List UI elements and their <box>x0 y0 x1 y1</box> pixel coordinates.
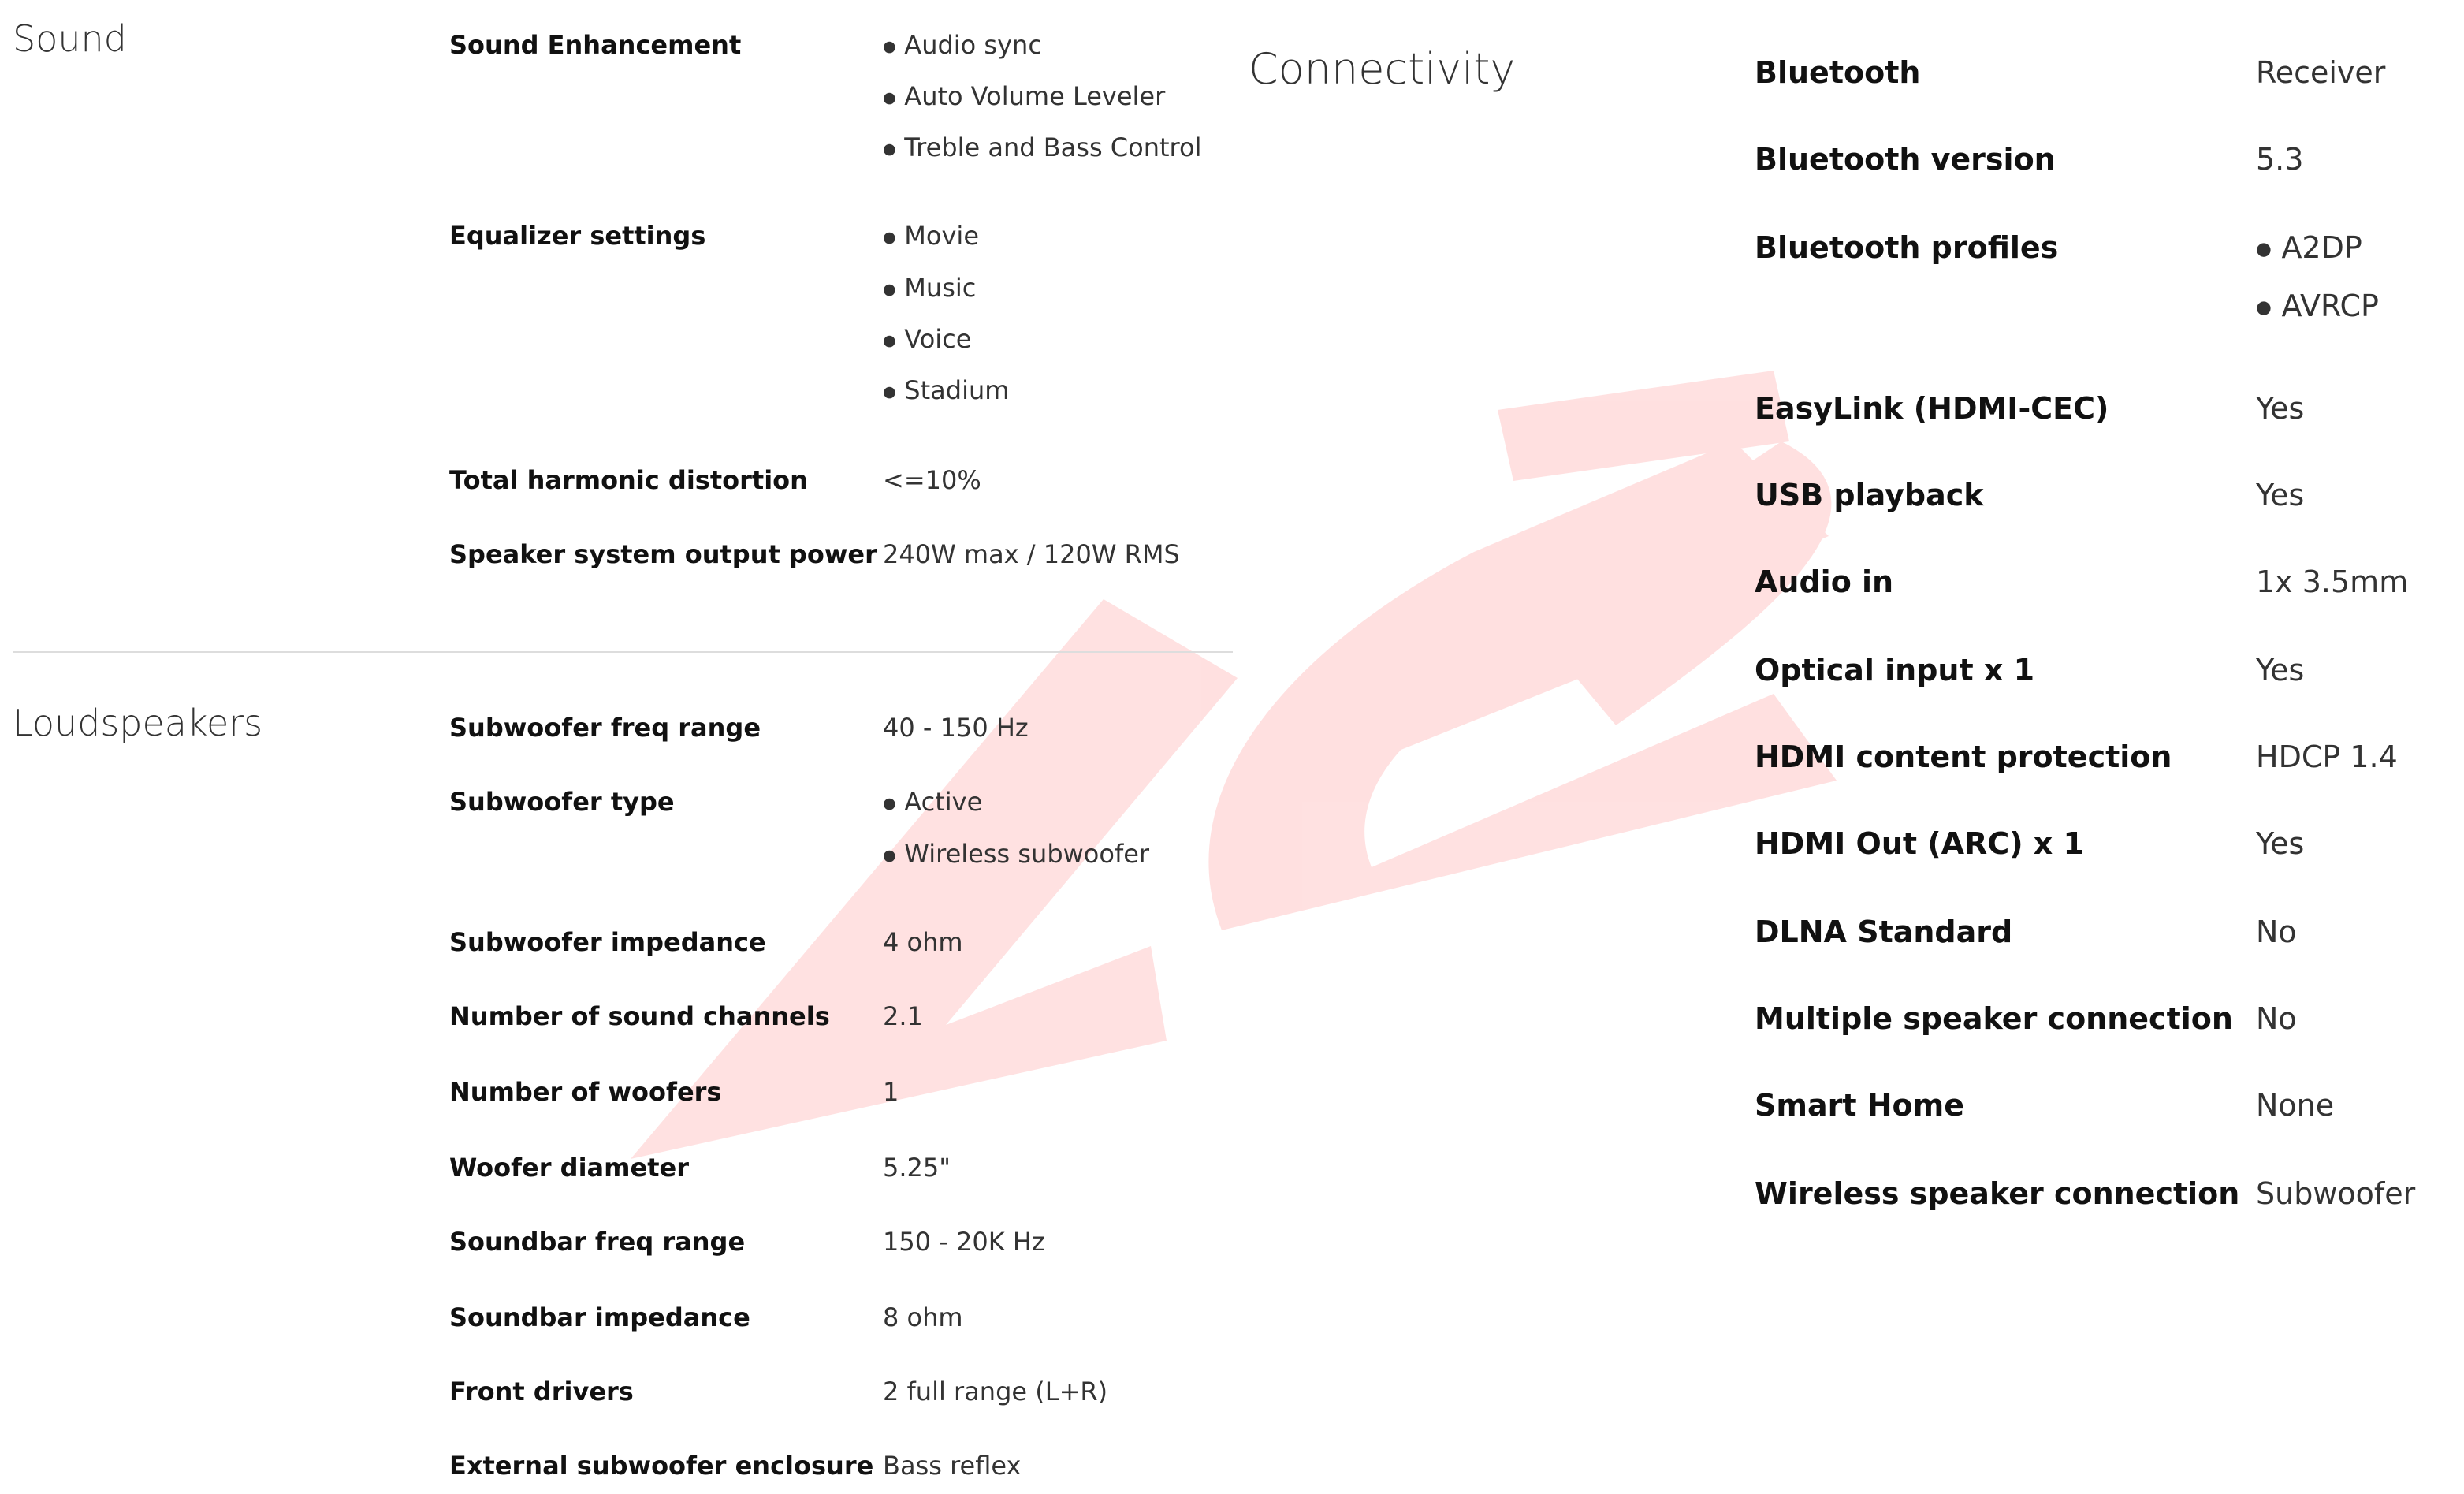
section-title-sound: Sound <box>13 17 127 60</box>
section-title-connectivity: Connectivity <box>1249 44 1516 94</box>
spec-value-optical-input: Yes <box>2256 653 2305 687</box>
spec-value-subwoofer-impedance: 4 ohm <box>883 927 963 957</box>
spec-value-item: ● Treble and Bass Control <box>883 132 1201 162</box>
spec-label-woofer-diameter: Woofer diameter <box>449 1153 689 1183</box>
spec-value-soundbar-freq: 150 - 20K Hz <box>883 1227 1045 1257</box>
spec-value-item: ● Voice <box>883 324 971 354</box>
spec-value-audio-in: 1x 3.5mm <box>2256 564 2409 599</box>
spec-label-optical-input: Optical input x 1 <box>1755 653 2035 687</box>
spec-label-hdmi-protection: HDMI content protection <box>1755 740 2172 774</box>
section-title-loudspeakers: Loudspeakers <box>13 702 263 744</box>
spec-value-subwoofer-freq: 40 - 150 Hz <box>883 713 1029 743</box>
spec-value-dlna: No <box>2256 915 2297 949</box>
spec-value-subwoofer-enclosure: Bass reflex <box>883 1451 1022 1481</box>
spec-label-subwoofer-freq: Subwoofer freq range <box>449 713 761 743</box>
spec-label-smart-home: Smart Home <box>1755 1088 1965 1123</box>
spec-value-multi-speaker: No <box>2256 1001 2297 1036</box>
spec-label-output-power: Speaker system output power <box>449 539 877 569</box>
spec-value-soundbar-impedance: 8 ohm <box>883 1302 963 1332</box>
spec-label-easylink: EasyLink (HDMI-CEC) <box>1755 391 2109 426</box>
spec-label-multi-speaker: Multiple speaker connection <box>1755 1001 2233 1036</box>
spec-value-item: ● A2DP <box>2256 230 2362 265</box>
spec-value-item: ● Auto Volume Leveler <box>883 81 1165 111</box>
spec-label-equalizer: Equalizer settings <box>449 221 706 251</box>
spec-label-audio-in: Audio in <box>1755 564 1894 599</box>
spec-value-hdmi-protection: HDCP 1.4 <box>2256 740 2398 774</box>
spec-label-wireless-speaker: Wireless speaker connection <box>1755 1176 2240 1211</box>
spec-label-soundbar-freq: Soundbar freq range <box>449 1227 746 1257</box>
spec-value-item: ● Wireless subwoofer <box>883 839 1149 869</box>
spec-value-item: ● Active <box>883 787 982 817</box>
spec-label-thd: Total harmonic distortion <box>449 465 808 495</box>
spec-value-item: ● Stadium <box>883 375 1009 405</box>
section-divider <box>13 651 1233 653</box>
spec-value-output-power: 240W max / 120W RMS <box>883 539 1180 569</box>
spec-label-sound-enhancement: Sound Enhancement <box>449 30 742 60</box>
spec-label-bluetooth: Bluetooth <box>1755 55 1921 90</box>
spec-value-bluetooth-version: 5.3 <box>2256 142 2304 177</box>
spec-label-soundbar-impedance: Soundbar impedance <box>449 1302 750 1332</box>
spec-label-bluetooth-version: Bluetooth version <box>1755 142 2056 177</box>
spec-label-subwoofer-impedance: Subwoofer impedance <box>449 927 766 957</box>
spec-value-bluetooth: Receiver <box>2256 55 2386 90</box>
spec-value-sound-channels: 2.1 <box>883 1001 923 1031</box>
spec-value-item: ● Movie <box>883 221 979 251</box>
spec-value-woofers: 1 <box>883 1077 899 1107</box>
spec-value-hdmi-arc: Yes <box>2256 826 2305 861</box>
spec-value-item: ● Audio sync <box>883 30 1042 60</box>
spec-value-item: ● Music <box>883 273 976 303</box>
spec-value-smart-home: None <box>2256 1088 2335 1123</box>
spec-value-wireless-speaker: Subwoofer <box>2256 1176 2416 1211</box>
spec-label-bluetooth-profiles: Bluetooth profiles <box>1755 230 2059 265</box>
spec-value-woofer-diameter: 5.25" <box>883 1153 951 1183</box>
spec-label-subwoofer-enclosure: External subwoofer enclosure <box>449 1451 874 1481</box>
spec-label-sound-channels: Number of sound channels <box>449 1001 830 1031</box>
spec-value-thd: <=10% <box>883 465 981 495</box>
spec-value-item: ● AVRCP <box>2256 289 2379 323</box>
spec-value-front-drivers: 2 full range (L+R) <box>883 1377 1108 1406</box>
spec-label-dlna: DLNA Standard <box>1755 915 2013 949</box>
spec-label-woofers: Number of woofers <box>449 1077 722 1107</box>
spec-value-usb-playback: Yes <box>2256 478 2305 512</box>
spec-label-front-drivers: Front drivers <box>449 1377 634 1406</box>
spec-value-easylink: Yes <box>2256 391 2305 426</box>
spec-label-hdmi-arc: HDMI Out (ARC) x 1 <box>1755 826 2084 861</box>
spec-label-subwoofer-type: Subwoofer type <box>449 787 675 817</box>
spec-label-usb-playback: USB playback <box>1755 478 1984 512</box>
